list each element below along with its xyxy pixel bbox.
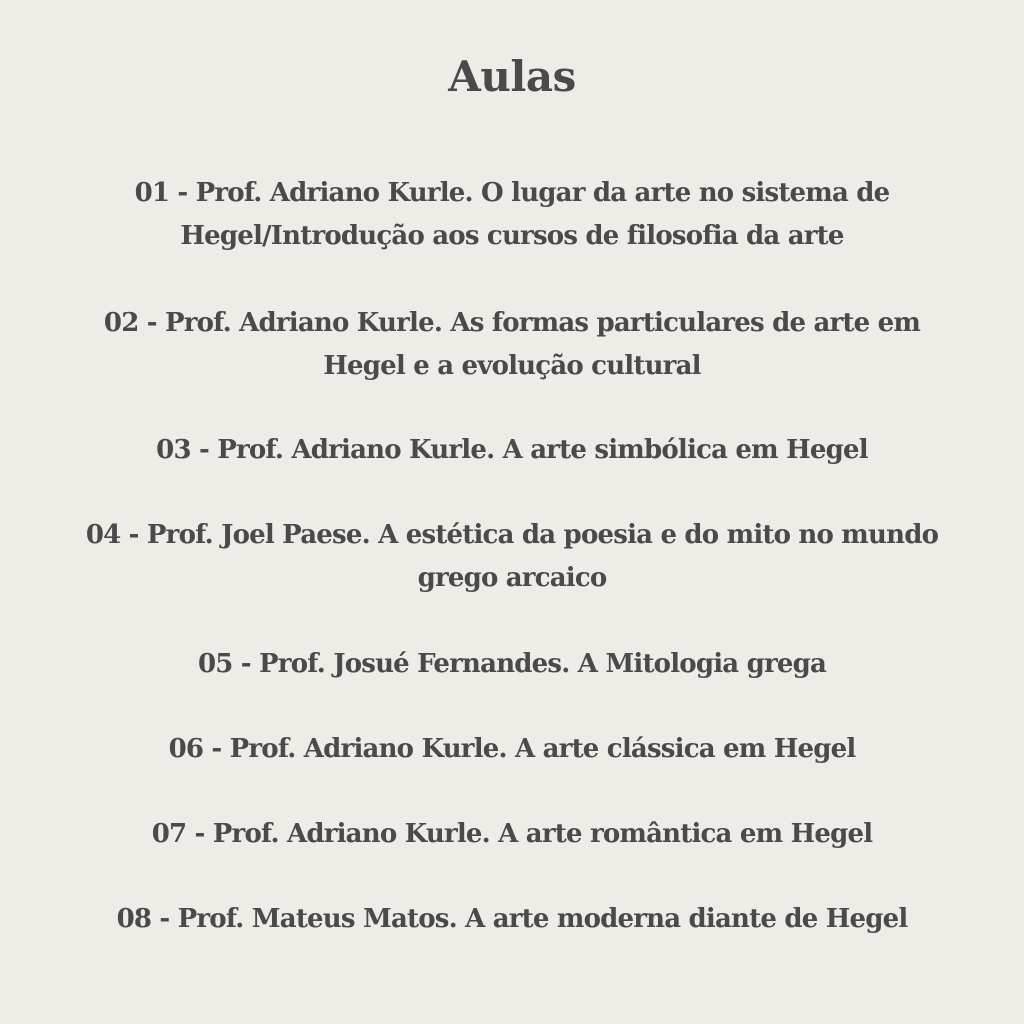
lesson-03-line-1: 03 - Prof. Adriano Kurle. A arte simbólica em Hegel — [156, 435, 868, 465]
lesson-08-line-1: 08 - Prof. Mateus Matos. A arte moderna diante de Hegel — [116, 904, 908, 934]
lesson-item-04 — [60, 514, 964, 600]
lesson-item-07 — [60, 813, 964, 856]
lesson-01-line-2: Hegel/Introdução aos cursos de filosofia da arte — [180, 221, 844, 251]
lesson-02-line-1: 02 - Prof. Adriano Kurle. As formas particulares de arte em — [103, 308, 921, 338]
lesson-item-08 — [60, 898, 964, 941]
lesson-04-line-2: grego arcaico — [417, 563, 607, 593]
lesson-07-line-1: 07 - Prof. Adriano Kurle. A arte romântica em Hegel — [151, 819, 873, 849]
lesson-06-line-1: 06 - Prof. Adriano Kurle. A arte clássica em Hegel — [168, 734, 856, 764]
lesson-item-03 — [60, 429, 964, 472]
lesson-item-05 — [60, 643, 964, 686]
lesson-01-line-1: 01 - Prof. Adriano Kurle. O lugar da arte no sistema de — [134, 178, 890, 208]
lesson-04-line-1: 04 - Prof. Joel Paese. A estética da poesia e do mito no mundo — [85, 520, 939, 550]
lesson-item-01 — [60, 172, 964, 258]
page-title: Aulas — [448, 52, 576, 101]
lesson-02-line-2: Hegel e a evolução cultural — [323, 351, 701, 381]
lesson-05-line-1: 05 - Prof. Josué Fernandes. A Mitologia grega — [197, 649, 827, 679]
lesson-item-06 — [60, 728, 964, 771]
lesson-item-02 — [60, 302, 964, 388]
